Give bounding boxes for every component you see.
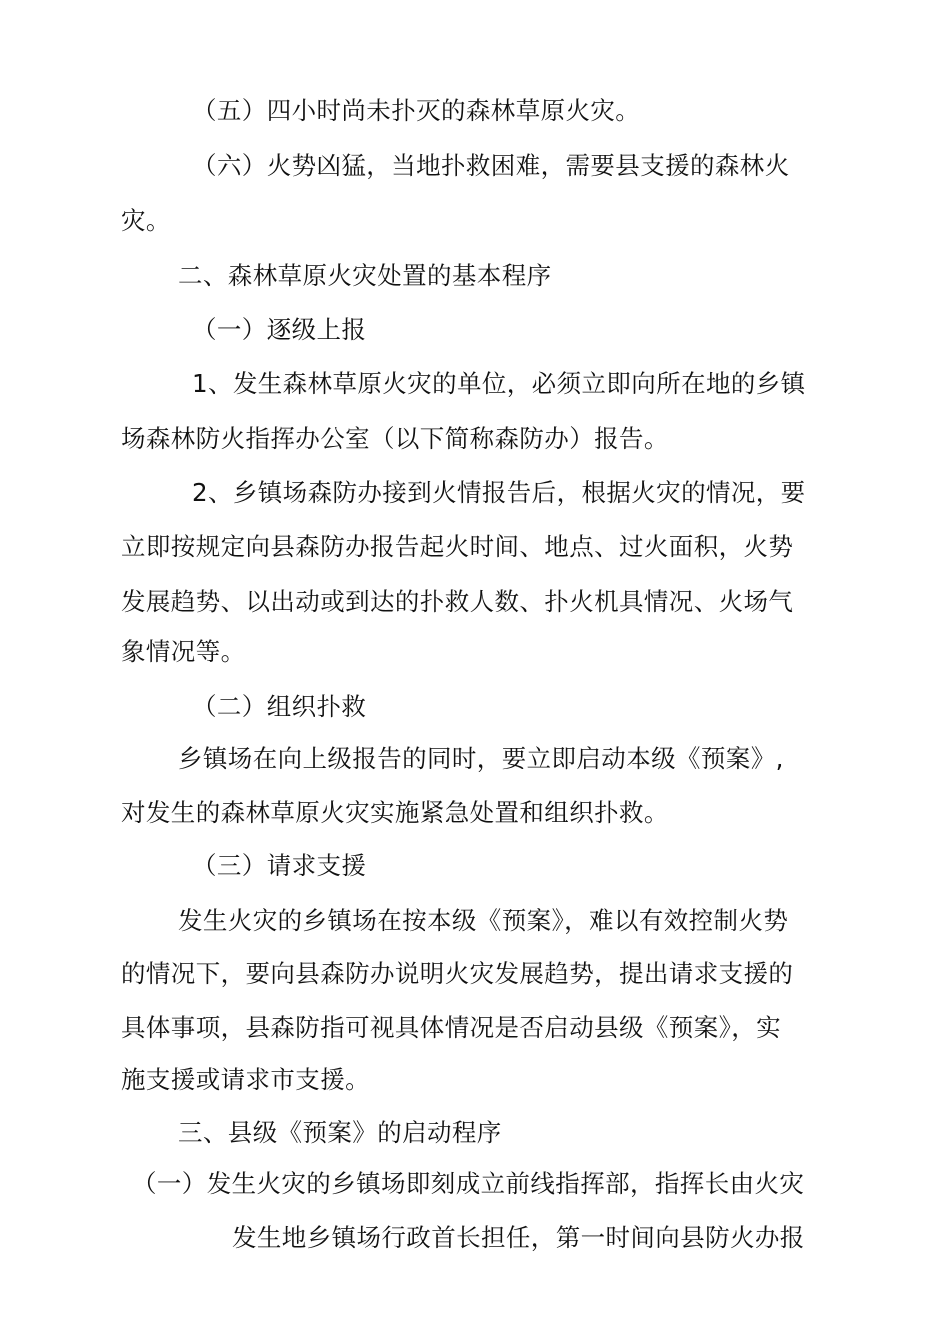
text-line: 对发生的森林草原火灾实施紧急处置和组织扑救。 [121,798,669,827]
text-line: （六）火势凶猛，当地扑救困难，需要县支援的森林火 [192,151,790,180]
text-line: 施支援或请求市支援。 [121,1065,370,1094]
section-heading: 二、森林草原火灾处置的基本程序 [178,261,552,290]
text-line: 场森林防火指挥办公室（以下简称森防办）报告。 [121,424,669,453]
text-line: （一）发生火灾的乡镇场即刻成立前线指挥部，指挥长由火灾 [132,1169,805,1198]
text-line: 发生地乡镇场行政首长担任，第一时间向县防火办报 [232,1223,805,1252]
text-line: 象情况等。 [121,637,246,666]
subsection-heading: （二）组织扑救 [192,692,367,721]
text-line: （五）四小时尚未扑灭的森林草原火灾。 [192,96,641,125]
text-line: 立即按规定向县森防办报告起火时间、地点、过火面积，火势 [121,532,794,561]
text-line: 发展趋势、以出动或到达的扑救人数、扑火机具情况、火场气 [121,587,794,616]
text-line: 具体事项，县森防指可视具体情况是否启动县级《预案》，实 [121,1013,782,1042]
text-line: 发生火灾的乡镇场在按本级《预案》，难以有效控制火势 [178,906,789,935]
section-heading: 三、县级《预案》的启动程序 [178,1118,502,1147]
text-line: 1、发生森林草原火灾的单位，必须立即向所在地的乡镇 [192,369,806,398]
subsection-heading: （一）逐级上报 [192,315,367,344]
text-line: 2、乡镇场森防办接到火情报告后，根据火灾的情况，要 [192,478,806,507]
text-line: 的情况下，要向县森防办说明火灾发展趋势，提出请求支援的 [121,959,794,988]
text-line: 灾。 [121,206,171,235]
subsection-heading: （三）请求支援 [192,851,367,880]
text-line: 乡镇场在向上级报告的同时，要立即启动本级《预案》, [178,744,784,773]
